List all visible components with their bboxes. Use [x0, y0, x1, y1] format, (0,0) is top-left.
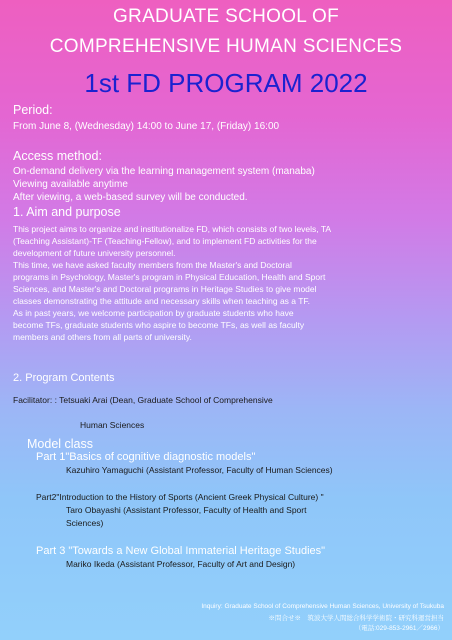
- school-name-line2: COMPREHENSIVE HUMAN SCIENCES: [49, 36, 403, 57]
- aim-line: This project aims to organize and institutionalize FD, which consists of two levels, TA: [13, 224, 332, 234]
- aim-line: Sciences, and Master's and Doctoral programs in Heritage Studies to give model: [13, 284, 317, 294]
- period-heading: Period:: [13, 103, 53, 117]
- part2-speaker: Sciences): [66, 518, 104, 528]
- program-title: 1st FD PROGRAM 2022: [84, 68, 368, 98]
- part1-title: Part 1"Basics of cognitive diagnostic models": [36, 451, 256, 463]
- access-heading: Access method:: [13, 149, 102, 163]
- aim-heading: 1. Aim and purpose: [13, 205, 121, 219]
- contents-heading: 2. Program Contents: [13, 372, 115, 384]
- part3-speaker: Mariko Ikeda (Assistant Professor, Faculty of Art and Design): [66, 559, 296, 569]
- facilitator-line2: Human Sciences: [80, 420, 145, 430]
- access-line: On-demand delivery via the learning management system (manaba): [13, 166, 315, 177]
- aim-line: classes demonstrating the attitude and necessary skills when teaching as a TF.: [13, 296, 311, 306]
- footer-inquiry: Inquiry: Graduate School of Comprehensive Human Sciences, University of Tsukuba: [201, 603, 444, 610]
- aim-line: This time, we have asked faculty members from the Master's and Doctoral: [13, 260, 292, 270]
- part3-title: Part 3 "Towards a New Global Immaterial Heritage Studies": [36, 545, 326, 557]
- aim-line: programs in Psychology, Master's program in Physical Education, Health and Sport: [13, 272, 326, 282]
- part2-title: Part2"Introduction to the History of Sports (Ancient Greek Physical Culture) ": [36, 492, 324, 502]
- aim-line: (Teaching Assistant)-TF (Teaching-Fellow), and to implement FD activities for the: [13, 236, 317, 246]
- aim-line: development of future university personnel.: [13, 248, 176, 258]
- facilitator-line1: Facilitator: : Tetsuaki Arai (Dean, Graduate School of Comprehensive: [13, 395, 273, 405]
- aim-line: members and others from all parts of university.: [13, 332, 192, 342]
- period-text: From June 8, (Wednesday) 14:00 to June 17, (Friday) 16:00: [13, 121, 280, 132]
- part1-speaker: Kazuhiro Yamaguchi (Assistant Professor, Faculty of Human Sciences): [66, 465, 333, 475]
- access-line: After viewing, a web-based survey will be conducted.: [13, 192, 248, 203]
- model-class-heading: Model class: [27, 437, 93, 451]
- aim-line: As in past years, we welcome participation by graduate students who have: [13, 308, 294, 318]
- part2-speaker: Taro Obayashi (Assistant Professor, Faculty of Health and Sport: [66, 505, 307, 515]
- school-name-line1: GRADUATE SCHOOL OF: [112, 6, 340, 27]
- footer-phone: （電話:029-853-2961／2966）: [354, 625, 444, 632]
- access-line: Viewing available anytime: [13, 179, 128, 190]
- footer-inquiry-japanese: ※問合せ※ 筑波大学人間総合科学学術院・研究科運営担当: [268, 615, 444, 622]
- aim-line: become TFs, graduate students who aspire to become TFs, as well as faculty: [13, 320, 305, 330]
